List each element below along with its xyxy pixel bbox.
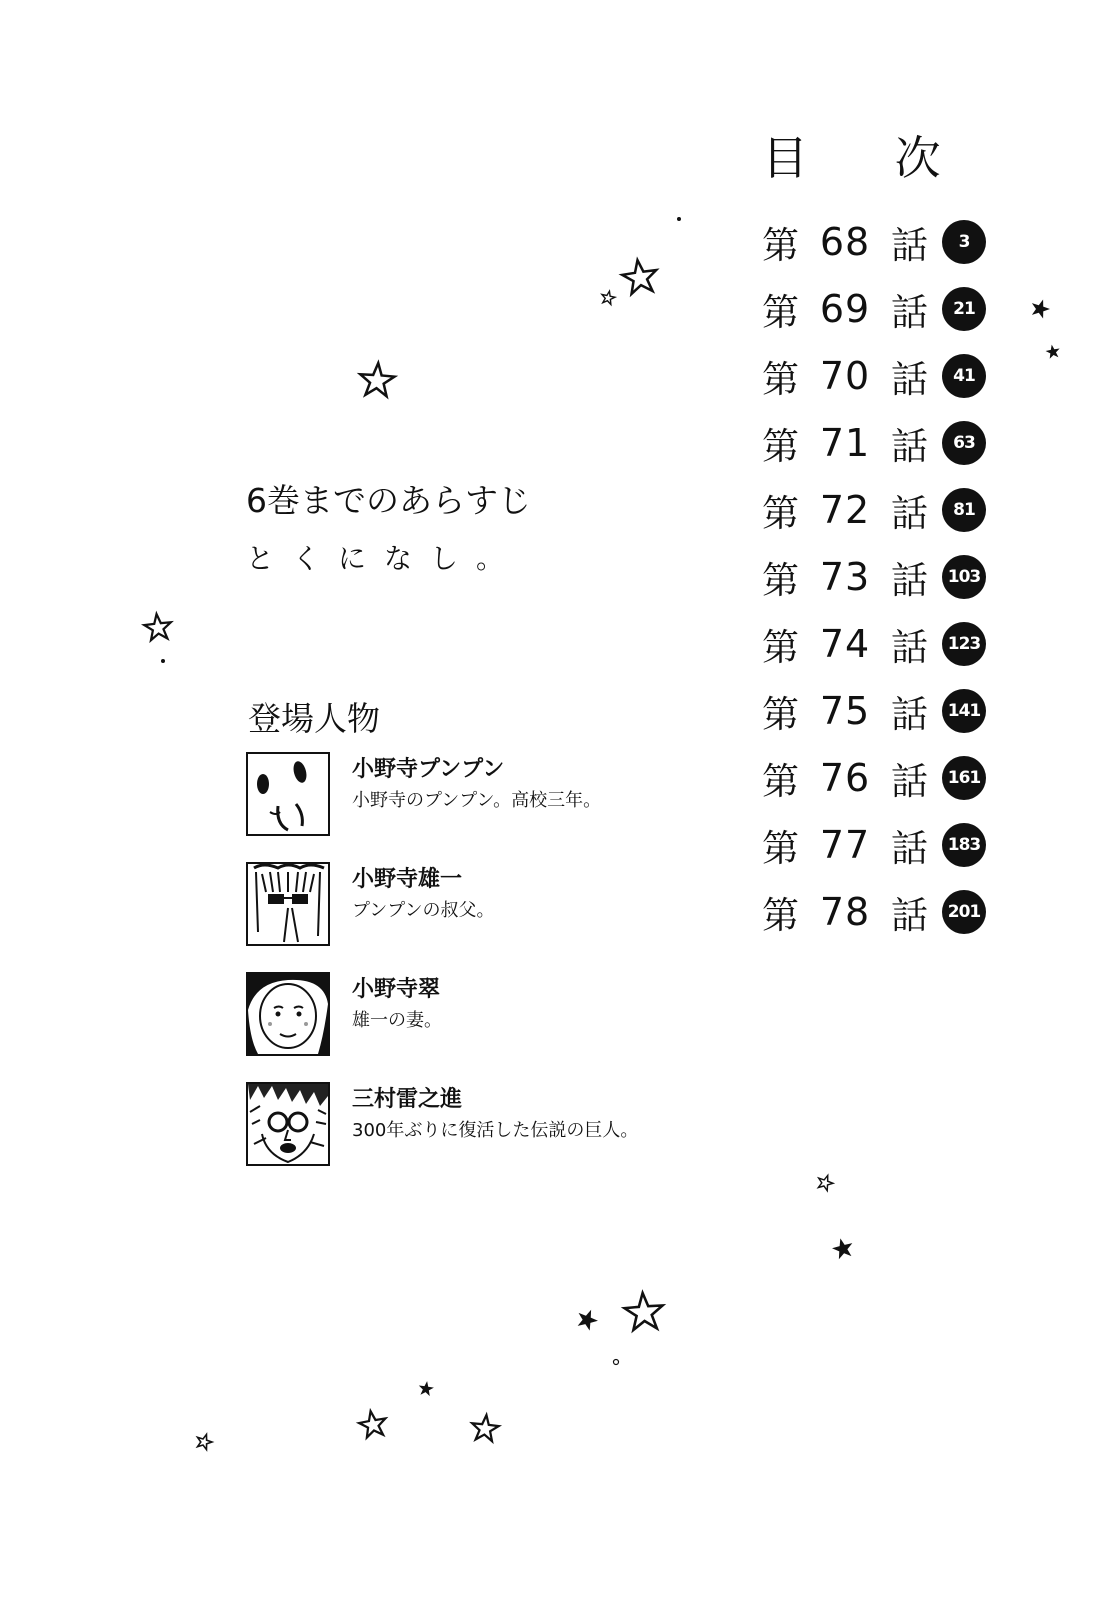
character-name: 小野寺雄一 (352, 867, 463, 892)
character-name: 小野寺翠 (352, 977, 441, 1002)
characters-heading: 登場人物 (248, 699, 380, 738)
star-outline-icon (143, 613, 172, 641)
star-filled-icon (1045, 343, 1061, 359)
episode-number: 78 (819, 889, 871, 934)
episode-number: 75 (819, 688, 871, 733)
toc-wa: 話 (891, 692, 928, 736)
episode-number: 72 (819, 487, 871, 532)
page-number-badge: 41 (942, 354, 986, 398)
toc-dai: 第 (762, 558, 799, 602)
episode-number: 76 (819, 755, 871, 800)
toc-dai: 第 (762, 893, 799, 937)
star-outline-icon (816, 1173, 835, 1192)
page-number-badge: 21 (942, 287, 986, 331)
toc-dai: 第 (762, 357, 799, 401)
toc-wa: 話 (891, 357, 928, 401)
star-outline-icon (621, 258, 659, 295)
star-filled-icon (1028, 297, 1052, 320)
character-name: 三村雷之進 (352, 1087, 463, 1112)
page-number-badge: 123 (942, 622, 986, 666)
toc-dai: 第 (762, 625, 799, 669)
toc-dai: 第 (762, 759, 799, 803)
star-outline-icon (471, 1414, 500, 1442)
toc-wa: 話 (891, 558, 928, 602)
episode-number: 70 (819, 353, 871, 398)
page-number-badge: 161 (942, 756, 986, 800)
star-outline-icon (357, 1409, 388, 1439)
toc-wa: 話 (891, 223, 928, 267)
dot-icon (614, 1360, 619, 1365)
star-filled-icon (418, 1380, 435, 1396)
synopsis-heading: 6巻までのあらすじ (246, 481, 531, 520)
episode-number: 73 (819, 554, 871, 599)
episode-number: 74 (819, 621, 871, 666)
star-filled-icon (574, 1306, 601, 1332)
star-outline-icon (624, 1292, 664, 1331)
page-number-badge: 3 (942, 220, 986, 264)
episode-number: 77 (819, 822, 871, 867)
character-name: 小野寺プンプン (352, 757, 505, 782)
synopsis-body: とくになし。 (246, 542, 523, 575)
star-outline-icon (359, 362, 395, 397)
toc-wa: 話 (891, 893, 928, 937)
toc-wa: 話 (891, 491, 928, 535)
toc-wa: 話 (891, 826, 928, 870)
star-outline-icon (600, 290, 616, 305)
page-number-badge: 201 (942, 890, 986, 934)
toc-dai: 第 (762, 290, 799, 334)
episode-number: 68 (819, 219, 871, 264)
toc-dai: 第 (762, 491, 799, 535)
character-description: プンプンの叔父。 (352, 900, 495, 921)
toc-dai: 第 (762, 223, 799, 267)
toc-wa: 話 (891, 759, 928, 803)
character-description: 雄一の妻。 (352, 1010, 442, 1031)
page-number-badge: 81 (942, 488, 986, 532)
toc-wa: 話 (891, 625, 928, 669)
episode-number: 71 (819, 420, 871, 465)
star-filled-icon (830, 1236, 855, 1260)
toc-title: 目 次 (762, 131, 977, 185)
dot-icon (677, 217, 681, 221)
page-number-badge: 63 (942, 421, 986, 465)
character-description: 小野寺のプンプン。高校三年。 (352, 790, 602, 811)
page-number-badge: 141 (942, 689, 986, 733)
episode-number: 69 (819, 286, 871, 331)
character-description: 300年ぶりに復活した伝説の巨人。 (352, 1120, 639, 1141)
toc-wa: 話 (891, 290, 928, 334)
star-outline-icon (195, 1432, 214, 1450)
toc-dai: 第 (762, 826, 799, 870)
toc-wa: 話 (891, 424, 928, 468)
dot-icon (161, 659, 165, 663)
toc-dai: 第 (762, 424, 799, 468)
page-number-badge: 103 (942, 555, 986, 599)
toc-dai: 第 (762, 692, 799, 736)
page-number-badge: 183 (942, 823, 986, 867)
